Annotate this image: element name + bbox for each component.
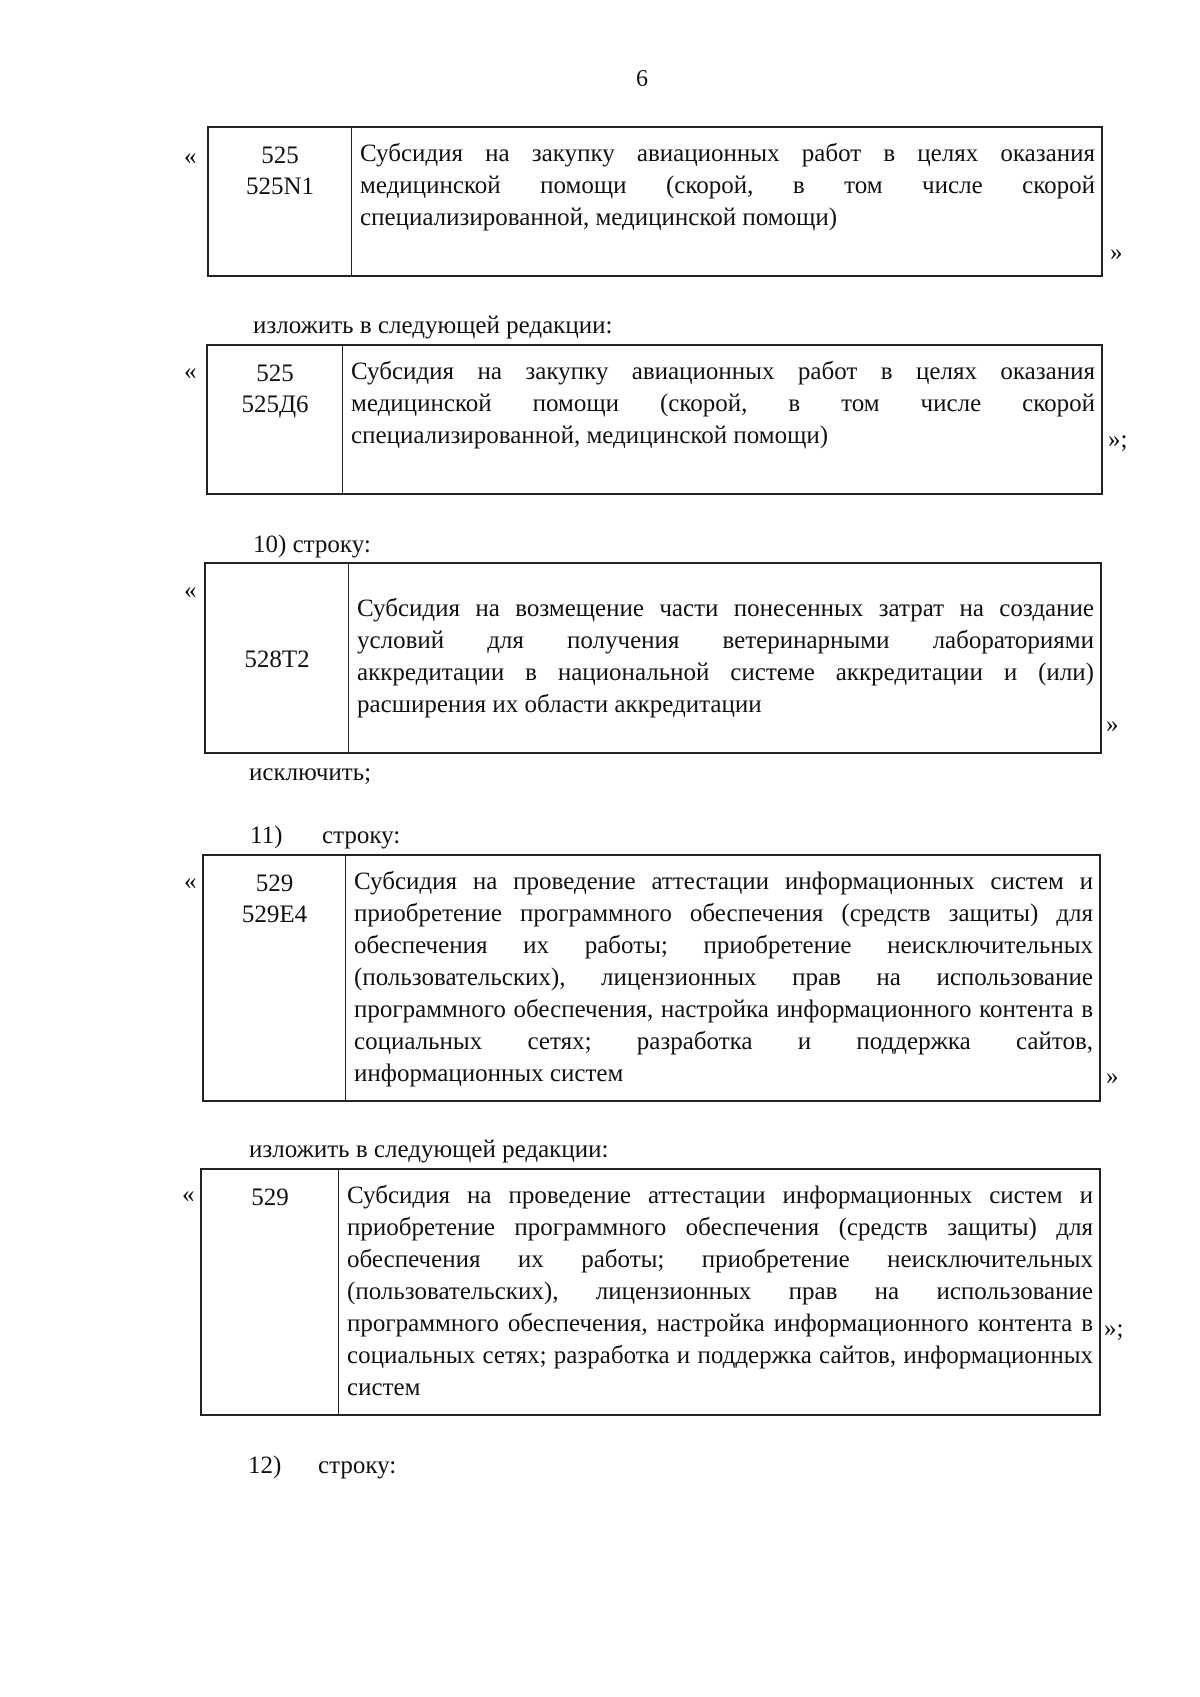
close-quote: » [1106, 711, 1119, 738]
open-quote: « [184, 577, 197, 604]
code-cell [209, 128, 352, 275]
code-cell [204, 856, 346, 1100]
table-row [202, 854, 1101, 1102]
table-row [207, 126, 1103, 277]
item-number: 11) [250, 822, 283, 849]
description-text: Субсидия на проведение аттестации информационных систем и приобретение программного обеспечения (средств защиты) для обеспечения их работы; приобретение неисключительных (пользовательских), лицензионных прав на использование программного обеспечения, настройка информационного контента в социальных сетях; разработка и поддержка сайтов, информационных систем [354, 868, 1093, 1087]
amendment-intro: изложить в следующей редакции: [249, 1136, 609, 1163]
open-quote: « [184, 143, 197, 170]
code-cell [202, 1170, 339, 1414]
code: 528Т2 [244, 646, 310, 673]
table-row [200, 1168, 1101, 1416]
code: 529Е4 [241, 901, 308, 928]
description-text: Субсидия на закупку авиационных работ в целях оказания медицинской помощи (скорой, в том числе скорой специализированной, медицинской помощи) [360, 140, 1095, 231]
item-word: строку: [318, 1452, 397, 1479]
code-cell [206, 564, 349, 752]
close-quote: » [1106, 1063, 1119, 1090]
description-text: Субсидия на проведение аттестации информационных систем и приобретение программного обеспечения (средств защиты) для обеспечения их работы; приобретение неисключительных (пользовательских), лицензионных прав на использование программного обеспечения, настройка информационного контента в социальных сетях; разработка и поддержка сайтов, информационных систем [347, 1182, 1093, 1401]
code: 525N1 [245, 173, 315, 200]
code: 525 [261, 142, 299, 169]
item-intro: 10) строку: [253, 531, 371, 558]
description-cell [339, 1170, 1099, 1414]
amendment-intro: изложить в следующей редакции: [253, 312, 613, 339]
description-cell [346, 856, 1099, 1100]
code: 525 [256, 360, 294, 387]
description-text: Субсидия на возмещение части понесенных затрат на создание условий для получения ветеринарными лабораториями аккредитации в национальной системе аккредитации и (или) расширения их области аккредитации [357, 595, 1094, 718]
item-word: строку: [322, 822, 401, 849]
item-number: 12) [248, 1452, 282, 1479]
code: 525Д6 [241, 391, 309, 418]
description-cell [349, 564, 1100, 752]
code: 529 [251, 1184, 289, 1211]
table-row [206, 344, 1103, 495]
code-cell [208, 346, 343, 493]
open-quote: « [182, 1181, 195, 1208]
close-quote: »; [1104, 1315, 1124, 1342]
close-quote: » [1110, 239, 1123, 266]
table-row [204, 562, 1102, 754]
open-quote: « [184, 358, 197, 385]
close-quote: »; [1108, 426, 1128, 453]
open-quote: « [184, 868, 197, 895]
code: 529 [255, 870, 294, 897]
description-cell [352, 128, 1101, 275]
exclude-text: исключить; [249, 759, 372, 786]
description-cell [343, 346, 1101, 493]
description-text: Субсидия на закупку авиационных работ в целях оказания медицинской помощи (скорой, в том числе скорой специализированной, медицинской помощи) [351, 358, 1095, 449]
page-number: 6 [636, 66, 648, 92]
